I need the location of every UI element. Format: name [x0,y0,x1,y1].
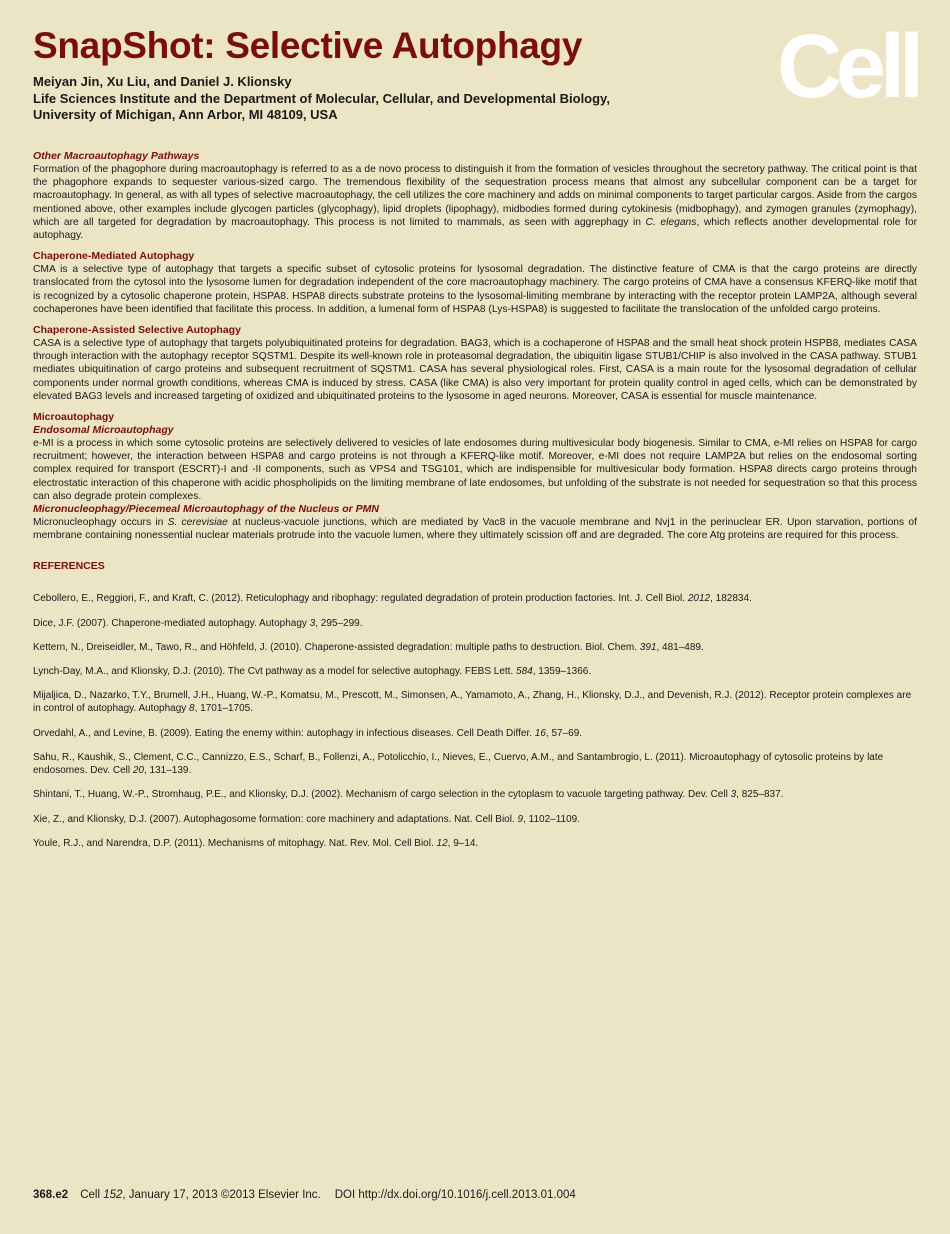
section-heading: Chaperone-Assisted Selective Autophagy [33,324,241,337]
journal-name: Cell [80,1189,104,1201]
references-list [33,592,917,849]
section-paragraph: Micronucleophagy occurs in S. cerevisiae at nucleus-vacuole junctions, which are mediated by Vac8 in the vacuole membrane and Nvj1 in the perinuclear ER. Upon starvation, portions of membrane containing nonessential nuclear materials protrude into the vacuole lumen, where they ultimately scission off and are degraded. The core Atg proteins are required for this process. [33,517,917,542]
publication-date: , January 17, 2013 ©2013 Elsevier Inc. [122,1189,321,1201]
reference-item: Sahu, R., Kaushik, S., Clement, C.C., Cannizzo, E.S., Scharf, B., Follenzi, A., Potolicchio, I., Nieves, E., Cuervo, A.M., and Santambrogio, L. (2011). Microautophagy of cytosolic proteins by late endosomes. Dev. Cell 20, 131–139. [33,751,884,777]
section-paragraph: CMA is a selective type of autophagy that targets a specific subset of cytosolic proteins for lysosomal degradation. The distinctive feature of CMA is that the cargo proteins are directly translocated from the cytosol into the lysosome lumen for degradation independent of the core macroautophagy machinery. The cargo proteins of CMA have a consensus KFERQ-like motif that is recognized by a cytosolic chaperone protein, HSPA8. HSPA8 directs substrate proteins to the lysosomal-limiting membrane by interacting with the receptor protein LAMP2A, although several cochaperones have been identified that facilitate this process. In addition, a lumenal form of HSPA8 (Lys-HSPA8) is suggested to facilitate the translocation of the unfolded cargo proteins. [33,264,917,315]
affiliation-line-1: Life Sciences Institute and the Department of Molecular, Cellular, and Developmental Biology, [33,90,610,106]
subsection-heading: Endosomal Microautophagy [33,424,174,437]
article-body [33,150,917,861]
authors: Meiyan Jin, Xu Liu, and Daniel J. Klionsky [33,74,292,89]
doi-link[interactable]: DOI http://dx.doi.org/10.1016/j.cell.2013.01.004 [334,1189,576,1201]
section-heading: Chaperone-Mediated Autophagy [33,250,195,263]
reference-item: Dice, J.F. (2007). Chaperone-mediated autophagy. Autophagy 3, 295–299. [33,617,363,629]
reference-item: Mijaljica, D., Nazarko, T.Y., Brumell, J.H., Huang, W.-P., Komatsu, M., Prescott, M., Simonsen, A., Yamamoto, A., Zhang, H., Klionsky, D.J., and Devenish, R.J. (2012). Receptor protein complexes are in control of autophagy. Autophagy 8, 1701–1705. [33,690,912,715]
section-other-macroautophagy [33,150,917,242]
section-heading: Microautophagy [33,411,115,424]
reference-item: Kettern, N., Dreiseidler, M., Tawo, R., and Höhfeld, J. (2010). Chaperone-assisted degradation: multiple paths to destruction. Biol. Chem. 391, 481–489. [33,641,704,653]
section-cma [33,250,917,316]
reference-item: Lynch-Day, M.A., and Klionsky, D.J. (2010). The Cvt pathway as a model for selective autophagy. FEBS Lett. 584, 1359–1366. [33,666,592,678]
section-microautophagy [33,411,917,542]
reference-item: Youle, R.J., and Narendra, D.P. (2011). Mechanisms of mitophagy. Nat. Rev. Mol. Cell Biol. 12, 9–14. [33,837,479,849]
page-footer [33,1189,576,1201]
reference-item: Orvedahl, A., and Levine, B. (2009). Eating the enemy within: autophagy in infectious diseases. Cell Death Differ. 16, 57–69. [33,727,583,739]
reference-item: Cebollero, E., Reggiori, F., and Kraft, C. (2012). Reticulophagy and ribophagy: regulated degradation of protein production factories. Int. J. Cell Biol. 2012, 182834. [33,593,752,605]
references-heading: REFERENCES [33,560,105,573]
header [33,24,733,124]
page-title: SnapShot: Selective Autophagy [33,25,583,66]
cell-logo: Cell [776,17,918,117]
section-casa [33,324,917,403]
journal-volume: 152 [103,1189,123,1201]
section-paragraph: e-MI is a process in which some cytosolic proteins are selectively delivered to vesicles of late endosomes during multivesicular body biogenesis. Similar to CMA, e-MI relies on HSPA8 for cargo recruitment; however, the interaction between HSPA8 and cargo proteins is not through a KFERQ-like motif. Moreover, e-MI does not require LAMP2A but relies on the endosomal sorting complex required for transport (ESCRT)-I and -II components, such as VPS4 and TSG101, which are indispensible for multivesicular body formation. HSPA8 directs cargo proteins through electrostatic interaction of this chaperone with acidic phospholipids on the limiting membrane of late endosomes, but unfolding of the substrate is not needed for sequestration so that this process can also degrade protein complexes. [33,438,917,502]
reference-item: Shintani, T., Huang, W.-P., Stromhaug, P.E., and Klionsky, D.J. (2002). Mechanism of cargo selection in the cytoplasm to vacuole targeting pathway. Dev. Cell 3, 825–837. [33,789,784,801]
section-paragraph: CASA is a selective type of autophagy that targets polyubiquitinated proteins for degradation. BAG3, which is a cochaperone of HSPA8 and the small heat shock protein HSPB8, mediates CASA through interaction with the autophagy receptor SQSTM1. Despite its well-known role in proteasomal degradation, the ubiquitin ligase STUB1/CHIP is also involved in the CASA pathway. STUB1 mediates ubiquitination of cargo proteins and subsequent recruitment of SQSTM1. CASA has several physiological roles. First, CASA is a main route for the lysosomal degradation of cellular components under normal growth conditions, whereas CMA is induced by stress. CASA (like CMA) is also very important for protein quality control in aged cells, which can be demonstrated by elevated BAG3 levels and increased targeting of oxidized and ubiquitinated proteins to the lysosome in aged neurons. Moreover, CASA is essential for muscle maintenance. [33,338,917,402]
reference-item: Xie, Z., and Klionsky, D.J. (2007). Autophagosome formation: core machinery and adaptations. Nat. Cell Biol. 9, 1102–1109. [33,813,580,825]
section-heading: Other Macroautophagy Pathways [33,150,200,162]
subsection-heading: Micronucleophagy/Piecemeal Microautophagy of the Nucleus or PMN [33,503,379,516]
page-number: 368.e2 [33,1189,69,1201]
section-paragraph: Formation of the phagophore during macroautophagy is referred to as a de novo process to distinguish it from the formation of vesicles throughout the secretory pathway. The critical point is that the phagophore expands to sequester various-sized cargo. The tremendous flexibility of the sequestration process means that almost any subcellular component can be a target for macroautophagy. In general, as with all types of selective macroautophagy, the cell utilizes the core machinery and adds on minimal components to target particular cargos. Aside from the cargos mentioned above, other examples include glycogen particles (glycophagy), lipid droplets (lipophagy), midbodies formed during cytokinesis (midbophagy), and zymogen granules (zymophagy), which are all targeted for degradation by macroautophagy. This process is not limited to mammals, as seen with aggrephagy in C. elegans, which reflects another developmental role for autophagy. [33,164,918,242]
affiliation-line-2: University of Michigan, Ann Arbor, MI 48109, USA [33,107,338,122]
